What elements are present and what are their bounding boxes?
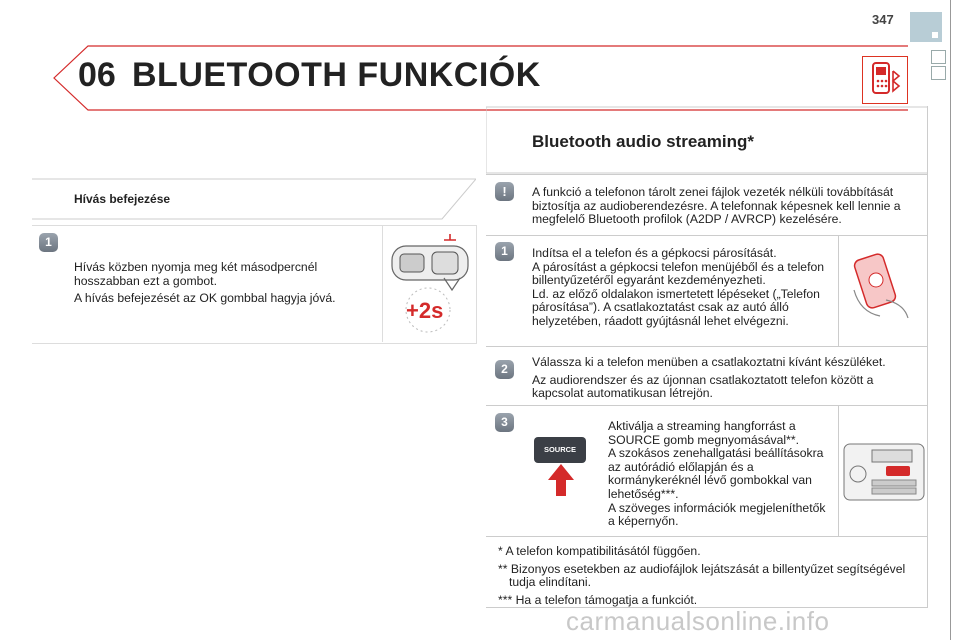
right-step3-line1: Aktiválja a streaming hangforrást a SOURCE gomb megnyomásával**.	[608, 419, 800, 447]
page-edge-line	[950, 0, 951, 640]
warning-badge: !	[495, 182, 514, 201]
right-step2-line2: Az audiorendszer és az újonnan csatlakoztatott telefon között a kapcsolat automatikusan létrejön.	[532, 372, 874, 401]
footnote-2: ** Bizonyos esetekben az audiofájlok lejátszását a billentyűzet segítségével tudja elindítani.	[498, 561, 906, 590]
footnote-1: * A telefon kompatibilitásától függően.	[498, 544, 701, 558]
footnote-3: *** Ha a telefon támogatja a funkciót.	[498, 592, 698, 607]
page-number: 347	[872, 12, 894, 27]
right-step3-line3: A szöveges információk megjeleníthetők a képernyőn.	[608, 500, 826, 529]
right-column-frame	[486, 106, 928, 608]
chapter-title: BLUETOOTH FUNKCIÓK	[132, 56, 541, 94]
bluetooth-phone-icon	[863, 57, 907, 103]
right-step2-line1: Válassza ki a telefon menüben a csatlakoztatni kívánt készüléket.	[532, 355, 886, 369]
chapter-number: 06	[78, 56, 116, 94]
step-3-badge: 3	[495, 413, 514, 432]
step-2-badge: 2	[495, 360, 514, 379]
side-tab-marker	[910, 12, 942, 42]
watermark-text: carmanualsonline.info	[566, 606, 830, 636]
right-section-heading: Bluetooth audio streaming*	[532, 132, 754, 151]
right-step1-line2: A párosítást a gépkocsi telefon menüjéből és a telefon billentyűzetéről egyaránt kezdeményezheti.	[532, 259, 825, 288]
left-step1-line2: A hívás befejezését az OK gombbal hagyja jóvá.	[74, 291, 336, 306]
warning-text: A funkció a telefonon tárolt zenei fájlok vezeték nélküli továbbítását biztosítja az audioberendezésre. A telefonnak képesnek kell lennie a megfelelő Bluetooth profilok (A2DP / AVRCP) kezelésére.	[532, 185, 901, 227]
right-step1-line3: Ld. az előző oldalakon ismertetett lépéseket („Telefon párosítása”). A csatlakoztatást csak az autó álló helyzetében, ráadott gyújtásnál lehet elvégezni.	[532, 286, 820, 328]
left-step1-text	[74, 261, 369, 310]
step-1-badge: 1	[39, 233, 58, 252]
right-step1-line1: Indítsa el a telefon és a gépkocsi párosítását.	[532, 246, 777, 260]
bluetooth-phone-icon-box	[862, 56, 908, 104]
side-tab-2	[931, 66, 946, 80]
step-1-badge-right: 1	[495, 242, 514, 261]
side-tab-1	[931, 50, 946, 64]
left-step1-line1: Hívás közben nyomja meg két másodpercnél hosszabban ezt a gombot.	[74, 260, 318, 288]
source-button: SOURCE	[534, 437, 586, 463]
left-section-heading: Hívás befejezése	[74, 192, 171, 206]
right-step3-line2: A szokásos zenehallgatási beállításokra az autórádió előlapján és a kormánykeréknél lévő gombokkal van lehetőség***.	[608, 446, 824, 501]
two-second-badge: +2s	[406, 298, 444, 323]
